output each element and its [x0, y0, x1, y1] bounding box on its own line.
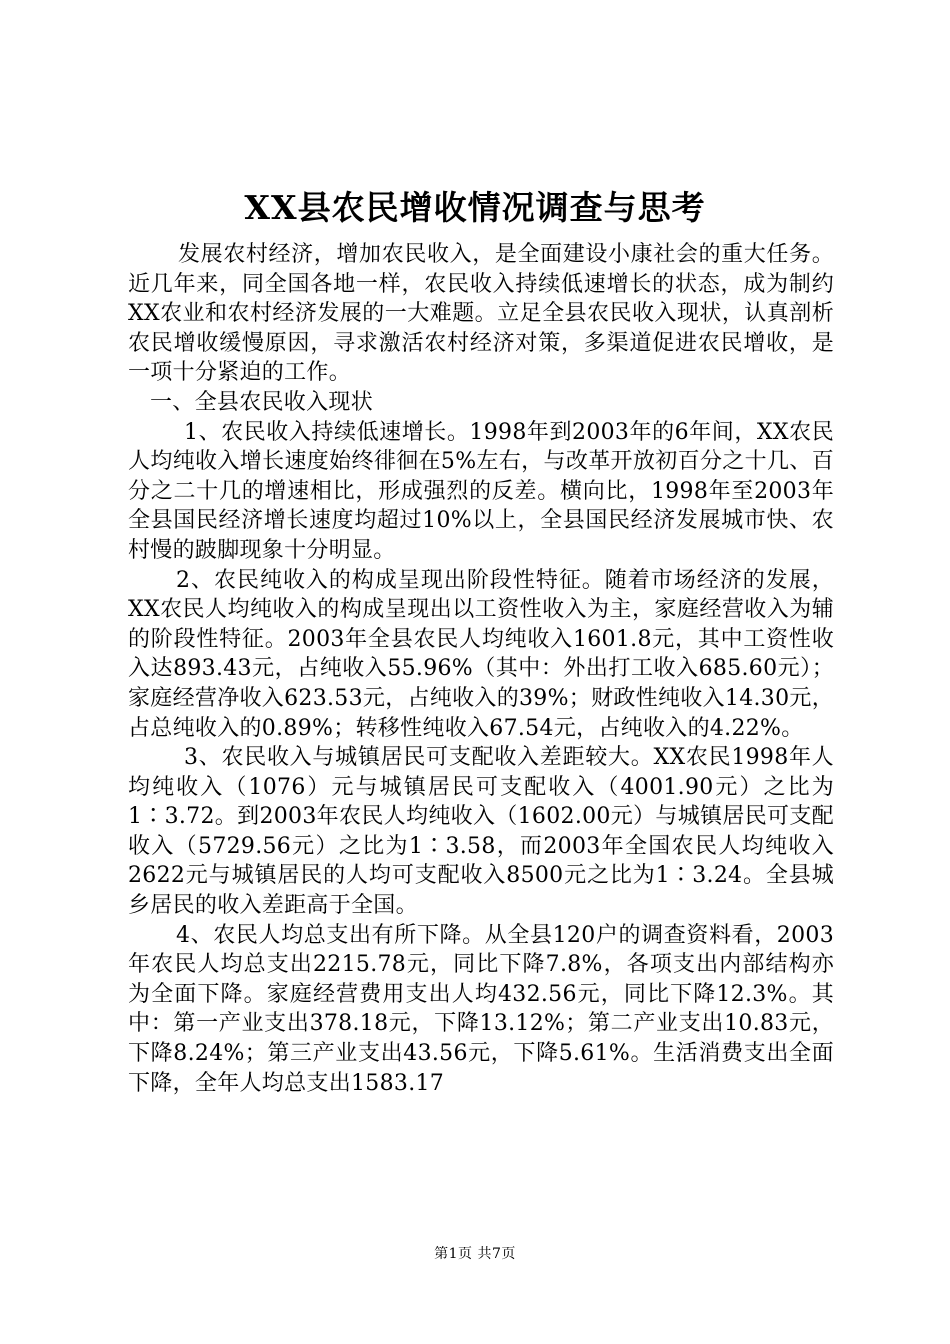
point-4-paragraph: 4、农民人均总支出有所下降。从全县120户的调查资料看，2003年农民人均总支出2215.78元，同比下降7.8%，各项支出内部结构亦为全面下降。家庭经营费用支出人均432.56元，同比下降12.3%。其中：第一产业支出378.18元，下降13.12%；第二产业支出10.83元，下降8.24%；第三产业支出43.56元，下降5.61%。生活消费支出全面下降，全年人均总支出1583.17 [128, 922, 834, 1096]
point-2-paragraph: 2、农民纯收入的构成呈现出阶段性特征。随着市场经济的发展，XX农民人均纯收入的构成呈现出以工资性收入为主，家庭经营收入为辅的阶段性特征。2003年全县农民人均纯收入1601.8元，其中工资性收入达893.43元，占纯收入55.96%（其中：外出打工收入685.60元）；家庭经营净收入623.53元，占纯收入的39%；财政性纯收入14.30元，占总纯收入的0.89%；转移性纯收入67.54元，占纯收入的4.22%。 [128, 567, 834, 741]
page-footer: 第1页 共7页 [434, 1246, 516, 1262]
point-1-paragraph: 1、农民收入持续低速增长。1998年到2003年的6年间，XX农民人均纯收入增长速度始终徘徊在5%左右，与改革开放初百分之十几、百分之二十几的增速相比，形成强烈的反差。横向比，1998年至2003年全县国民经济增长速度均超过10%以上，全县国民经济发展城市快、农村慢的跛脚现象十分明显。 [128, 419, 834, 563]
point-3-paragraph: 3、农民收入与城镇居民可支配收入差距较大。XX农民1998年人均纯收入（1076）元与城镇居民可支配收入（4001.90元）之比为1∶3.72。到2003年农民人均纯收入（1602.00元）与城镇居民可支配收入（5729.56元）之比为1∶3.58，而2003年全国农民人均纯收入2622元与城镇居民的人均可支配收入8500元之比为1∶3.24。全县城乡居民的收入差距高于全国。 [128, 745, 834, 919]
document-body [128, 240, 834, 1098]
document-title: XX县农民增收情况调查与思考 [244, 188, 706, 227]
intro-paragraph: 发展农村经济，增加农民收入，是全面建设小康社会的重大任务。近几年来，同全国各地一样，农民收入持续低速增长的状态，成为制约XX农业和农村经济发展的一大难题。立足全县农民收入现状，认真剖析农民增收缓慢原因，寻求激活农村经济对策，多渠道促进农民增收，是一项十分紧迫的工作。 [128, 242, 834, 386]
section-heading: 一、全县农民收入现状 [150, 389, 374, 415]
